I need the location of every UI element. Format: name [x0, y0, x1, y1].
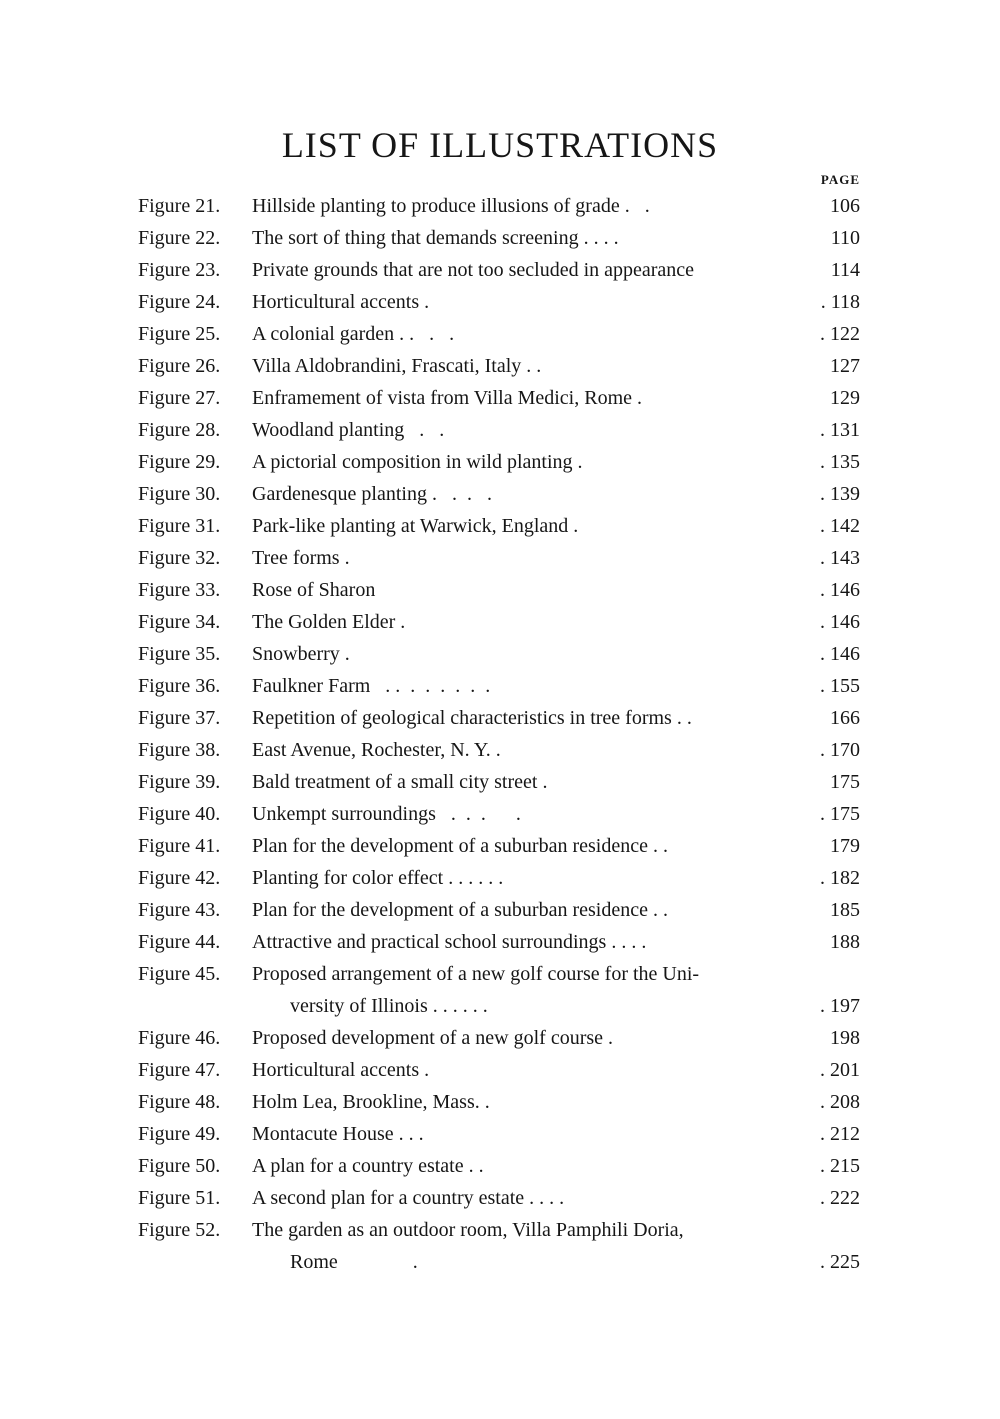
- list-item: [138, 254, 860, 286]
- figure-label: Figure 28.: [138, 419, 221, 441]
- figure-title: A pictorial composition in wild planting .: [252, 451, 583, 473]
- page-number: . 139: [820, 483, 860, 505]
- figure-label: Figure 36.: [138, 675, 221, 697]
- figure-title-continuation: Rome .: [290, 1251, 418, 1273]
- figure-label: Figure 45.: [138, 963, 221, 985]
- figure-label: Figure 37.: [138, 707, 221, 729]
- list-item: [138, 574, 860, 606]
- figure-label: Figure 50.: [138, 1155, 221, 1177]
- figure-label: Figure 34.: [138, 611, 221, 633]
- figure-label: Figure 48.: [138, 1091, 221, 1113]
- page-number: . 222: [820, 1187, 860, 1209]
- figure-label: Figure 25.: [138, 323, 221, 345]
- figure-label: Figure 32.: [138, 547, 221, 569]
- figure-title: Proposed development of a new golf course .: [252, 1027, 614, 1049]
- figure-label: Figure 44.: [138, 931, 221, 953]
- list-item: [138, 510, 860, 542]
- list-item: [138, 350, 860, 382]
- figure-title: Snowberry .: [252, 643, 350, 665]
- figure-label: Figure 27.: [138, 387, 221, 409]
- figure-title-continuation: versity of Illinois . . . . . .: [290, 995, 488, 1017]
- page-number: . 142: [820, 515, 860, 537]
- list-item: [138, 670, 860, 702]
- figure-title: Enframement of vista from Villa Medici, Rome .: [252, 387, 642, 409]
- list-item: [138, 446, 860, 478]
- list-item: [138, 830, 860, 862]
- page-number: 198: [830, 1027, 860, 1049]
- illustrations-list: [138, 190, 860, 1278]
- page-number: . 155: [820, 675, 860, 697]
- figure-title: Gardenesque planting . . . .: [252, 483, 492, 505]
- figure-title: Planting for color effect . . . . . .: [252, 867, 504, 889]
- figure-title: Unkempt surroundings . . . .: [252, 803, 521, 825]
- page-number: . 122: [820, 323, 860, 345]
- page-number: . 146: [820, 643, 860, 665]
- figure-label: Figure 30.: [138, 483, 221, 505]
- list-item: [138, 766, 860, 798]
- figure-title: Attractive and practical school surroundings . . . .: [252, 931, 647, 953]
- figure-title: Woodland planting . .: [252, 419, 445, 441]
- page-column-label: PAGE: [820, 172, 860, 187]
- figure-label: Figure 49.: [138, 1123, 221, 1145]
- list-item: [138, 638, 860, 670]
- list-item: [138, 382, 860, 414]
- figure-title: Plan for the development of a suburban residence . .: [252, 899, 668, 921]
- figure-title: A second plan for a country estate . . . .: [252, 1187, 565, 1209]
- list-item: [138, 798, 860, 830]
- page-number: 106: [830, 195, 860, 217]
- page-number: . 208: [820, 1091, 860, 1113]
- list-item: [138, 1182, 860, 1214]
- figure-title: Plan for the development of a suburban residence . .: [252, 835, 668, 857]
- list-item: [138, 286, 860, 318]
- figure-title: A colonial garden . . . .: [252, 323, 455, 345]
- figure-title: Tree forms .: [252, 547, 350, 569]
- figure-title: Private grounds that are not too secluded in appearance: [252, 259, 695, 281]
- figure-title: Hillside planting to produce illusions of grade . .: [252, 195, 650, 217]
- figure-label: Figure 35.: [138, 643, 221, 665]
- figure-title: Montacute House . . .: [252, 1123, 424, 1145]
- list-item: [138, 542, 860, 574]
- figure-label: Figure 26.: [138, 355, 221, 377]
- figure-label: Figure 40.: [138, 803, 221, 825]
- page-number: 175: [830, 771, 860, 793]
- figure-label: Figure 38.: [138, 739, 221, 761]
- page-number: 110: [830, 227, 860, 249]
- list-item: [138, 734, 860, 766]
- figure-label: Figure 33.: [138, 579, 221, 601]
- page-number: . 135: [820, 451, 860, 473]
- page-number: . 182: [820, 867, 860, 889]
- figure-label: Figure 31.: [138, 515, 221, 537]
- figure-title: Horticultural accents .: [252, 291, 430, 313]
- figure-title: Park-like planting at Warwick, England .: [252, 515, 579, 537]
- list-item: [138, 606, 860, 638]
- page-number: 185: [830, 899, 860, 921]
- page-number: . 215: [820, 1155, 860, 1177]
- list-item: [138, 222, 860, 254]
- figure-title: Repetition of geological characteristics in tree forms . .: [252, 707, 692, 729]
- figure-label: Figure 29.: [138, 451, 221, 473]
- figure-label: Figure 47.: [138, 1059, 221, 1081]
- title-continuation: [138, 990, 860, 1022]
- page-number: . 197: [820, 995, 860, 1017]
- page-number: . 118: [820, 291, 860, 313]
- list-item: [138, 862, 860, 894]
- page-number: 188: [830, 931, 860, 953]
- list-item: [138, 478, 860, 510]
- figure-title: Holm Lea, Brookline, Mass. .: [252, 1091, 490, 1113]
- page-number: 166: [830, 707, 860, 729]
- figure-label: Figure 23.: [138, 259, 221, 281]
- page-number: . 143: [820, 547, 860, 569]
- figure-label: Figure 43.: [138, 899, 221, 921]
- list-item: [138, 1086, 860, 1118]
- figure-title: East Avenue, Rochester, N. Y. .: [252, 739, 501, 761]
- page-number: . 225: [820, 1251, 860, 1273]
- page-number: . 212: [820, 1123, 860, 1145]
- list-item: [138, 926, 860, 958]
- page-number: . 201: [820, 1059, 860, 1081]
- figure-title: The garden as an outdoor room, Villa Pamphili Doria,: [252, 1219, 684, 1241]
- figure-title: A plan for a country estate . .: [252, 1155, 484, 1177]
- list-item: [138, 1150, 860, 1182]
- figure-label: Figure 21.: [138, 195, 221, 217]
- figure-title: The sort of thing that demands screening . . . .: [252, 227, 619, 249]
- figure-label: Figure 39.: [138, 771, 221, 793]
- page-number: . 170: [820, 739, 860, 761]
- list-item: [138, 702, 860, 734]
- page-number: 179: [830, 835, 860, 857]
- page-number: . 146: [820, 579, 860, 601]
- figure-title: Rose of Sharon: [252, 579, 376, 601]
- list-item: [138, 318, 860, 350]
- figure-title: Faulkner Farm . . . . . . . .: [252, 675, 491, 697]
- figure-label: Figure 46.: [138, 1027, 221, 1049]
- figure-title: Villa Aldobrandini, Frascati, Italy . .: [252, 355, 542, 377]
- page-title: LIST OF ILLUSTRATIONS: [281, 125, 719, 165]
- page-number: 114: [830, 259, 860, 281]
- figure-label: Figure 51.: [138, 1187, 221, 1209]
- list-item: [138, 1054, 860, 1086]
- page-number: . 131: [820, 419, 860, 441]
- list-item: [138, 1118, 860, 1150]
- figure-title: Proposed arrangement of a new golf course for the Uni-: [252, 963, 700, 985]
- figure-title: The Golden Elder .: [252, 611, 406, 633]
- figure-label: Figure 24.: [138, 291, 221, 313]
- figure-label: Figure 52.: [138, 1219, 221, 1241]
- page-number: 127: [830, 355, 860, 377]
- figure-title: Bald treatment of a small city street .: [252, 771, 548, 793]
- list-item: [138, 414, 860, 446]
- page-number: . 146: [820, 611, 860, 633]
- list-item: [138, 894, 860, 926]
- figure-label: Figure 41.: [138, 835, 221, 857]
- list-item: [138, 1214, 860, 1278]
- list-item: [138, 958, 860, 1022]
- page-number: 129: [830, 387, 860, 409]
- figure-label: Figure 42.: [138, 867, 221, 889]
- page-number: . 175: [820, 803, 860, 825]
- list-item: [138, 1022, 860, 1054]
- figure-label: Figure 22.: [138, 227, 221, 249]
- figure-title: Horticultural accents .: [252, 1059, 430, 1081]
- list-item: [138, 190, 860, 222]
- title-continuation: [138, 1246, 860, 1278]
